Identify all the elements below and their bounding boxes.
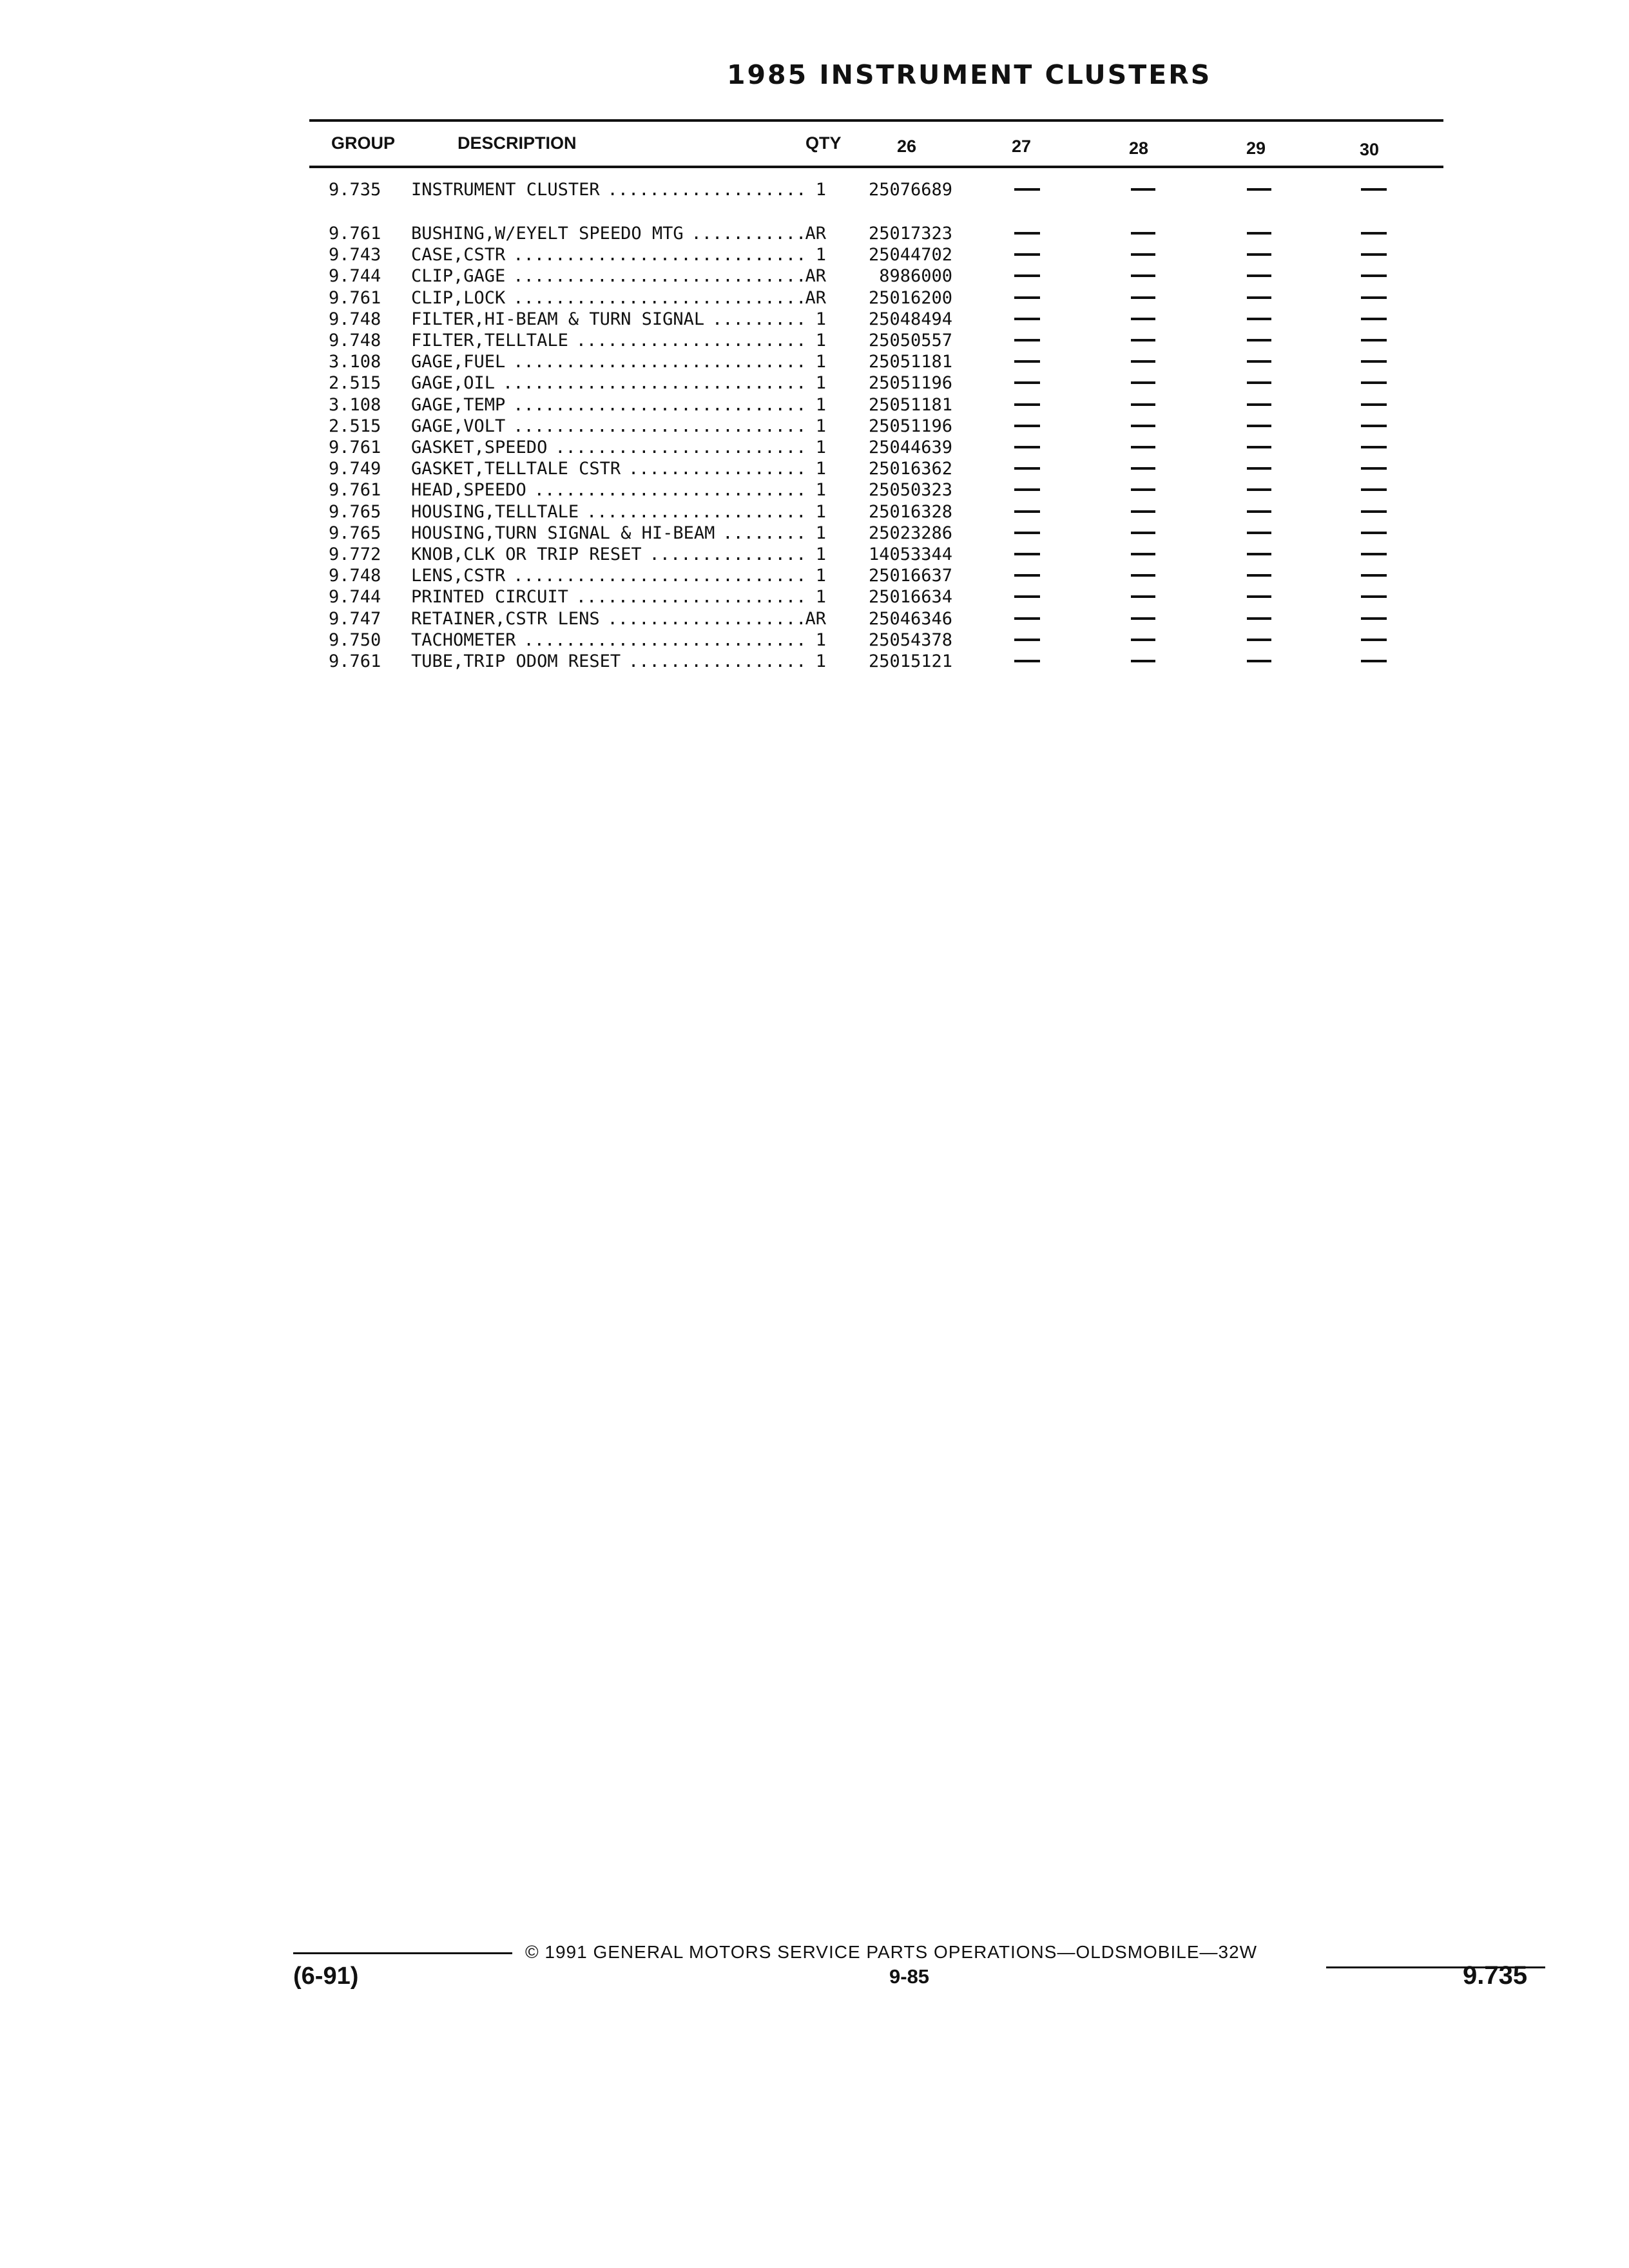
row-part-number: 25051196 [868, 373, 952, 394]
empty-cell-dash-30 [1361, 467, 1387, 470]
empty-cell-dash-27 [1014, 381, 1040, 384]
empty-cell-dash-27 [1014, 532, 1040, 534]
row-part-number: 25050557 [868, 331, 952, 351]
dot-leader: ...................... [575, 331, 807, 351]
column-header-27: 27 [1012, 137, 1032, 156]
row-qty: 1 [815, 480, 826, 501]
row-description: TUBE,TRIP ODOM RESET [411, 651, 621, 671]
empty-cell-dash-30 [1361, 532, 1387, 534]
table-row [0, 394, 1629, 416]
dot-leader: ........................ [555, 437, 807, 457]
empty-cell-dash-28 [1131, 318, 1155, 320]
row-qty: 1 [815, 352, 826, 372]
row-part-number: 25048494 [868, 309, 952, 329]
row-qty: 1 [815, 544, 826, 564]
dot-leader: ............................ [513, 287, 807, 308]
dot-leader: .......................... [534, 480, 807, 501]
empty-cell-dash-28 [1131, 488, 1155, 491]
table-row [0, 223, 1629, 244]
row-group: 9.748 [329, 331, 381, 351]
empty-cell-dash-30 [1361, 510, 1387, 513]
empty-cell-dash-28 [1131, 595, 1155, 598]
table-row [0, 544, 1629, 565]
table-row [0, 651, 1629, 672]
row-description: KNOB,CLK OR TRIP RESET [411, 544, 642, 564]
row-group: 3.108 [329, 394, 381, 415]
row-group: 3.108 [329, 352, 381, 372]
dot-leader: ............................ [513, 245, 807, 265]
table-row [0, 416, 1629, 437]
dot-leader: ............................ [513, 394, 807, 415]
empty-cell-dash-28 [1131, 253, 1155, 256]
row-qty: 1 [815, 629, 826, 650]
dot-leader: ..................... [586, 501, 807, 522]
dot-leader: ........... [691, 224, 807, 244]
row-description: GASKET,TELLTALE CSTR [411, 459, 621, 479]
row-part-number: 25016362 [868, 459, 952, 479]
row-part-number: 25044702 [868, 245, 952, 265]
row-description: HOUSING,TELLTALE [411, 501, 579, 522]
footer-page-number: 9-85 [889, 1965, 930, 1988]
row-part-number: 25016200 [868, 287, 952, 308]
empty-cell-dash-27 [1014, 510, 1040, 513]
dot-leader: ................. [628, 459, 807, 479]
row-group: 9.761 [329, 480, 381, 501]
row-qty: AR [805, 224, 826, 244]
column-header-28: 28 [1129, 139, 1149, 158]
empty-cell-dash-29 [1247, 639, 1271, 641]
empty-cell-dash-30 [1361, 318, 1387, 320]
empty-cell-dash-30 [1361, 553, 1387, 555]
row-qty: 1 [815, 651, 826, 671]
row-group: 9.749 [329, 459, 381, 479]
row-group: 9.761 [329, 437, 381, 457]
empty-cell-dash-27 [1014, 318, 1040, 320]
empty-cell-dash-30 [1361, 232, 1387, 235]
row-qty: AR [805, 287, 826, 308]
row-part-number: 25017323 [868, 224, 952, 244]
table-row [0, 287, 1629, 309]
dot-leader: ................... [607, 180, 807, 200]
table-row [0, 351, 1629, 372]
empty-cell-dash-27 [1014, 296, 1040, 299]
row-part-number: 25051181 [868, 394, 952, 415]
empty-cell-dash-29 [1247, 488, 1271, 491]
empty-cell-dash-29 [1247, 274, 1271, 277]
empty-cell-dash-27 [1014, 595, 1040, 598]
empty-cell-dash-30 [1361, 188, 1387, 191]
row-group: 9.747 [329, 608, 381, 629]
row-group: 9.748 [329, 309, 381, 329]
empty-cell-dash-27 [1014, 339, 1040, 341]
row-description: LENS,CSTR [411, 566, 506, 586]
empty-cell-dash-28 [1131, 296, 1155, 299]
column-header-30: 30 [1360, 140, 1380, 159]
row-qty: 1 [815, 459, 826, 479]
empty-cell-dash-27 [1014, 467, 1040, 470]
row-group: 9.744 [329, 587, 381, 608]
dot-leader: ............... [649, 544, 807, 564]
row-qty: 1 [815, 309, 826, 329]
row-qty: 1 [815, 566, 826, 586]
empty-cell-dash-28 [1131, 467, 1155, 470]
row-part-number: 8986000 [879, 266, 952, 287]
row-qty: 1 [815, 587, 826, 608]
empty-cell-dash-29 [1247, 425, 1271, 427]
empty-cell-dash-27 [1014, 574, 1040, 577]
table-row [0, 608, 1629, 629]
empty-cell-dash-28 [1131, 188, 1155, 191]
row-qty: 1 [815, 331, 826, 351]
footer-section-number: 9.735 [1463, 1961, 1528, 1990]
empty-cell-dash-28 [1131, 510, 1155, 513]
row-part-number: 14053344 [868, 544, 952, 564]
row-description: PRINTED CIRCUIT [411, 587, 568, 608]
empty-cell-dash-27 [1014, 274, 1040, 277]
empty-cell-dash-29 [1247, 553, 1271, 555]
empty-cell-dash-30 [1361, 488, 1387, 491]
row-qty: AR [805, 266, 826, 287]
empty-cell-dash-28 [1131, 532, 1155, 534]
table-row [0, 179, 1629, 200]
row-part-number: 25050323 [868, 480, 952, 501]
row-description: BUSHING,W/EYELT SPEEDO MTG [411, 224, 684, 244]
footer-rule-left [293, 1952, 512, 1954]
empty-cell-dash-29 [1247, 510, 1271, 513]
row-part-number: 25016328 [868, 501, 952, 522]
empty-cell-dash-28 [1131, 232, 1155, 235]
empty-cell-dash-27 [1014, 553, 1040, 555]
empty-cell-dash-29 [1247, 467, 1271, 470]
empty-cell-dash-28 [1131, 639, 1155, 641]
row-group: 9.772 [329, 544, 381, 564]
empty-cell-dash-29 [1247, 617, 1271, 620]
table-header-rule [309, 166, 1443, 168]
empty-cell-dash-27 [1014, 488, 1040, 491]
table-row [0, 244, 1629, 265]
row-group: 9.750 [329, 629, 381, 650]
empty-cell-dash-30 [1361, 446, 1387, 448]
empty-cell-dash-30 [1361, 403, 1387, 406]
dot-leader: ............................ [513, 416, 807, 436]
column-header-26: 26 [897, 137, 917, 156]
dot-leader: ......... [712, 309, 807, 329]
empty-cell-dash-27 [1014, 617, 1040, 620]
empty-cell-dash-30 [1361, 574, 1387, 577]
empty-cell-dash-27 [1014, 425, 1040, 427]
empty-cell-dash-27 [1014, 639, 1040, 641]
table-row [0, 501, 1629, 523]
footer-copyright: © 1991 GENERAL MOTORS SERVICE PARTS OPERATIONS—OLDSMOBILE—32W [525, 1942, 1258, 1962]
row-part-number: 25051181 [868, 352, 952, 372]
empty-cell-dash-28 [1131, 381, 1155, 384]
table-row [0, 265, 1629, 287]
empty-cell-dash-28 [1131, 339, 1155, 341]
empty-cell-dash-30 [1361, 595, 1387, 598]
empty-cell-dash-29 [1247, 339, 1271, 341]
row-description: HEAD,SPEEDO [411, 480, 526, 501]
empty-cell-dash-29 [1247, 532, 1271, 534]
row-description: CLIP,GAGE [411, 266, 506, 287]
row-qty: 1 [815, 373, 826, 394]
row-description: GAGE,FUEL [411, 352, 506, 372]
row-group: 2.515 [329, 416, 381, 436]
table-row [0, 629, 1629, 651]
row-description: INSTRUMENT CLUSTER [411, 180, 600, 200]
empty-cell-dash-29 [1247, 381, 1271, 384]
row-group: 9.761 [329, 651, 381, 671]
table-row [0, 458, 1629, 479]
dot-leader: ........ [722, 523, 807, 543]
table-row [0, 586, 1629, 608]
empty-cell-dash-28 [1131, 660, 1155, 662]
empty-cell-dash-29 [1247, 403, 1271, 406]
empty-cell-dash-30 [1361, 381, 1387, 384]
row-description: CASE,CSTR [411, 245, 506, 265]
empty-cell-dash-28 [1131, 617, 1155, 620]
dot-leader: ............................ [513, 352, 807, 372]
row-description: GAGE,OIL [411, 373, 496, 394]
row-part-number: 25015121 [868, 651, 952, 671]
row-qty: 1 [815, 245, 826, 265]
empty-cell-dash-28 [1131, 403, 1155, 406]
row-group: 9.743 [329, 245, 381, 265]
empty-cell-dash-27 [1014, 360, 1040, 363]
table-row [0, 309, 1629, 330]
empty-cell-dash-29 [1247, 232, 1271, 235]
row-description: RETAINER,CSTR LENS [411, 608, 600, 629]
row-part-number: 25044639 [868, 437, 952, 457]
empty-cell-dash-27 [1014, 232, 1040, 235]
row-qty: 1 [815, 394, 826, 415]
empty-cell-dash-30 [1361, 639, 1387, 641]
empty-cell-dash-30 [1361, 425, 1387, 427]
table-top-rule [309, 119, 1443, 122]
empty-cell-dash-28 [1131, 574, 1155, 577]
empty-cell-dash-30 [1361, 296, 1387, 299]
empty-cell-dash-28 [1131, 360, 1155, 363]
row-part-number: 25023286 [868, 523, 952, 543]
row-part-number: 25016637 [868, 566, 952, 586]
row-group: 9.765 [329, 523, 381, 543]
dot-leader: ............................ [513, 566, 807, 586]
empty-cell-dash-29 [1247, 188, 1271, 191]
row-part-number: 25076689 [868, 180, 952, 200]
row-description: FILTER,HI-BEAM & TURN SIGNAL [411, 309, 705, 329]
row-description: FILTER,TELLTALE [411, 331, 568, 351]
empty-cell-dash-29 [1247, 660, 1271, 662]
empty-cell-dash-29 [1247, 360, 1271, 363]
empty-cell-dash-30 [1361, 660, 1387, 662]
row-description: HOUSING,TURN SIGNAL & HI-BEAM [411, 523, 715, 543]
column-header-group: GROUP [331, 133, 396, 153]
table-row [0, 479, 1629, 501]
column-header-qty: QTY [805, 133, 842, 153]
row-qty: 1 [815, 416, 826, 436]
dot-leader: ................. [628, 651, 807, 671]
row-part-number: 25051196 [868, 416, 952, 436]
table-row [0, 437, 1629, 458]
empty-cell-dash-30 [1361, 274, 1387, 277]
empty-cell-dash-29 [1247, 595, 1271, 598]
row-part-number: 25016634 [868, 587, 952, 608]
dot-leader: ................... [607, 608, 807, 629]
row-description: TACHOMETER [411, 629, 516, 650]
empty-cell-dash-28 [1131, 446, 1155, 448]
dot-leader: ........................... [523, 629, 807, 650]
row-description: GAGE,VOLT [411, 416, 506, 436]
empty-cell-dash-28 [1131, 274, 1155, 277]
row-part-number: 25054378 [868, 629, 952, 650]
row-group: 9.748 [329, 566, 381, 586]
row-qty: 1 [815, 523, 826, 543]
row-qty: 1 [815, 501, 826, 522]
empty-cell-dash-27 [1014, 660, 1040, 662]
row-description: CLIP,LOCK [411, 287, 506, 308]
empty-cell-dash-27 [1014, 446, 1040, 448]
page-title: 1985 INSTRUMENT CLUSTERS [727, 59, 1212, 90]
empty-cell-dash-29 [1247, 318, 1271, 320]
empty-cell-dash-30 [1361, 617, 1387, 620]
column-header-description: DESCRIPTION [458, 133, 577, 153]
row-description: GAGE,TEMP [411, 394, 506, 415]
row-part-number: 25046346 [868, 608, 952, 629]
row-description: GASKET,SPEEDO [411, 437, 548, 457]
empty-cell-dash-28 [1131, 553, 1155, 555]
empty-cell-dash-27 [1014, 253, 1040, 256]
row-group: 9.761 [329, 224, 381, 244]
row-qty: AR [805, 608, 826, 629]
column-header-29: 29 [1246, 139, 1266, 158]
empty-cell-dash-28 [1131, 425, 1155, 427]
row-qty: 1 [815, 180, 826, 200]
row-group: 9.765 [329, 501, 381, 522]
dot-leader: ...................... [575, 587, 807, 608]
empty-cell-dash-30 [1361, 253, 1387, 256]
table-row [0, 372, 1629, 394]
row-qty: 1 [815, 437, 826, 457]
row-group: 2.515 [329, 373, 381, 394]
table-row [0, 523, 1629, 544]
dot-leader: ............................. [503, 373, 807, 394]
empty-cell-dash-27 [1014, 403, 1040, 406]
empty-cell-dash-27 [1014, 188, 1040, 191]
row-group: 9.735 [329, 180, 381, 200]
empty-cell-dash-29 [1247, 253, 1271, 256]
table-row [0, 330, 1629, 351]
empty-cell-dash-30 [1361, 360, 1387, 363]
empty-cell-dash-30 [1361, 339, 1387, 341]
empty-cell-dash-29 [1247, 296, 1271, 299]
table-row [0, 565, 1629, 586]
empty-cell-dash-29 [1247, 574, 1271, 577]
row-group: 9.761 [329, 287, 381, 308]
empty-cell-dash-29 [1247, 446, 1271, 448]
dot-leader: ............................ [513, 266, 807, 287]
row-group: 9.744 [329, 266, 381, 287]
footer-date: (6-91) [293, 1963, 359, 1990]
